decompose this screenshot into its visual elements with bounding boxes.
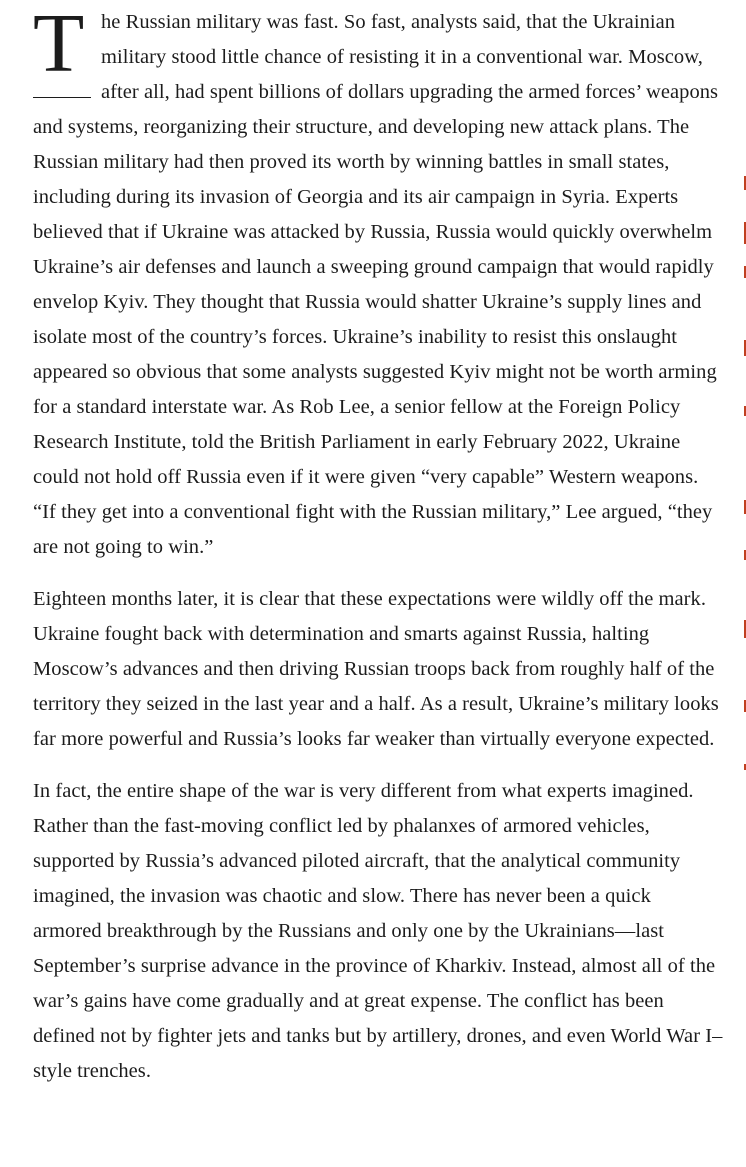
article-body bbox=[33, 0, 723, 1106]
drop-cap-rule bbox=[33, 97, 91, 98]
right-edge-decoration bbox=[742, 170, 746, 790]
article-paragraph-1 bbox=[33, 0, 723, 565]
paragraph-1-text: he Russian military was fast. So fast, analysts said, that the Ukrainian military stood little chance of resisting it in a conventional war. Moscow, after all, had spent billions of dollars upgrading the armed forces’ weapons and systems, reorganizing their structure, and developing new attack plans. The Russian military had then proved its worth by winning battles in small states, including during its invasion of Georgia and its air campaign in Syria. Experts believed that if Ukraine was attacked by Russia, Russia would quickly overwhelm Ukraine’s air defenses and launch a sweeping ground campaign that would rapidly envelop Kyiv. They thought that Russia would shatter Ukraine’s supply lines and isolate most of the country’s forces. Ukraine’s inability to resist this onslaught appeared so obvious that some analysts suggested Kyiv might not be worth arming for a standard interstate war. As Rob Lee, a senior fellow at the Foreign Policy Research Institute, told the British Parliament in early February 2022, Ukraine could not hold off Russia even if it were given “very capable” Western weapons. “If they get into a conventional fight with the Russian military,” Lee argued, “they are not going to win.” bbox=[33, 11, 719, 558]
article-paragraph-3: In fact, the entire shape of the war is very different from what experts imagined. Rather than the fast-moving conflict led by phalanxes of armored vehicles, supported by Russia’s advanced piloted aircraft, that the analytical community imagined, the invasion was chaotic and slow. There has never been a quick armored breakthrough by the Russians and only one by the Ukrainians—last September’s surprise advance in the province of Kharkiv. Instead, almost all of the war’s gains have come gradually and at great expense. The conflict has been defined not by fighter jets and tanks but by artillery, drones, and even World War I–style trenches. bbox=[33, 780, 723, 1082]
article-paragraph-2: Eighteen months later, it is clear that these expectations were wildly off the mark. Ukraine fought back with determination and smarts against Russia, halting Moscow’s advances and then driving Russian troops back from roughly half of the territory they seized in the last year and a half. As a result, Ukraine’s military looks far more powerful and Russia’s looks far weaker than virtually everyone expected. bbox=[33, 588, 719, 750]
drop-cap-letter: T bbox=[33, 0, 85, 90]
drop-cap bbox=[33, 0, 91, 95]
